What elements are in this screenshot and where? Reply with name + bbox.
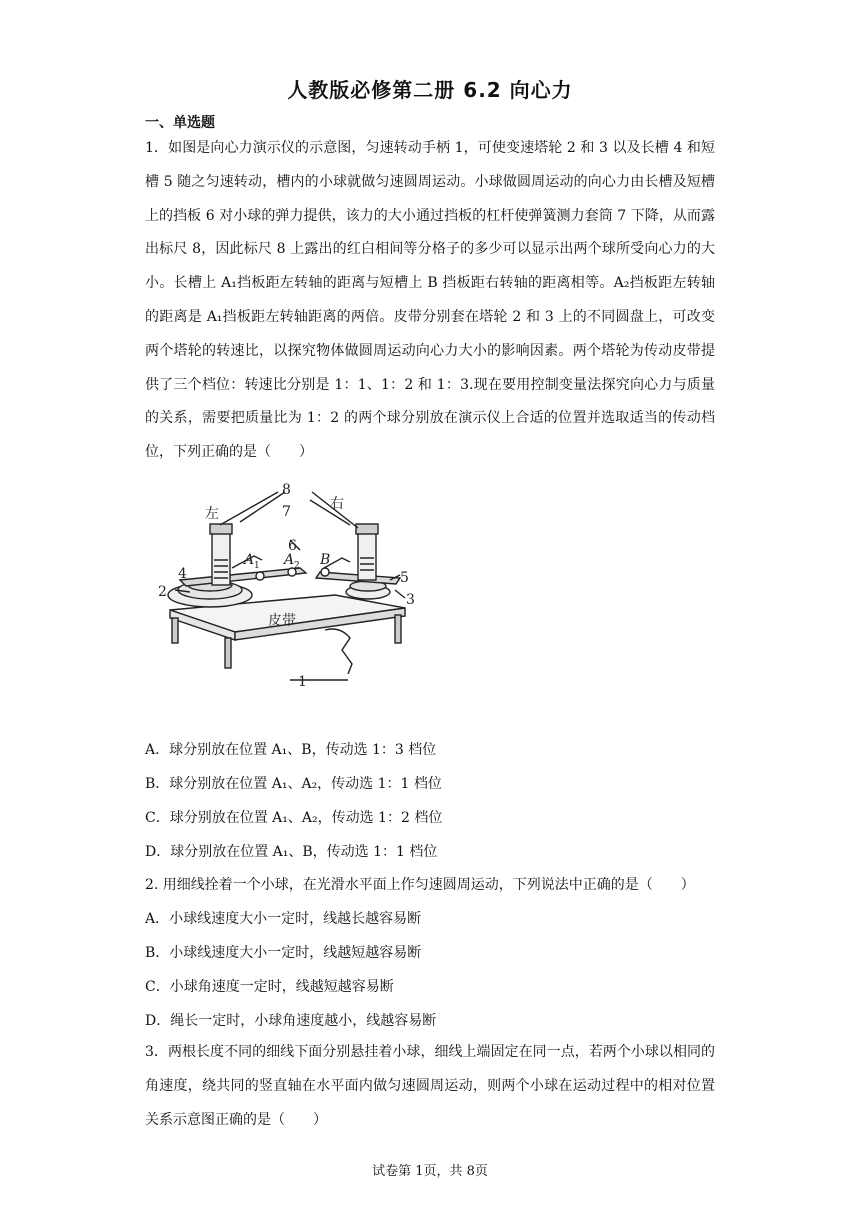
label-3: 3 xyxy=(406,592,415,608)
label-left: 左 xyxy=(205,506,219,522)
label-a2-sub: 2 xyxy=(294,561,300,571)
label-4: 4 xyxy=(178,566,187,582)
label-right: 右 xyxy=(330,496,344,512)
q1-option-b: B．球分别放在位置 A₁、A₂，传动选 1：1 档位 xyxy=(145,776,442,792)
question-1-text: 1．如图是向心力演示仪的示意图，匀速转动手柄 1，可使变速塔轮 2 和 3 以及长槽 4 和短槽 5 随之匀速转动，槽内的小球就做匀速圆周运动。小球做圆周运动的向心力由长槽及短槽上的挡板 6 对小球的弹力提供，该力的大小通过挡板的杠杆使弹簧测力套筒 7 下降，从而露出标尺 8，因此标尺 8 上露出的红白相间等分格子的多少可以显示出两个球所受向心力的大小。长槽上 A₁挡板距左转轴的距离与短槽上 B 挡板距右转轴的距离相等。A₂挡板距左转轴的距离是 A₁挡板距左转轴距离的两倍。皮带分别套在塔轮 2 和 3 上的不同圆盘上，可改变两个塔轮的转速比，以探究物体做圆周运动向心力大小的影响因素。两个塔轮为传动皮带提供了三个档位：转速比分别是 1：1、1：2 和 1：3.现在要用控制变量法探究向心力与质量的关系，需要把质量比为 1：2 的两个球分别放在演示仪上合适的位置并选取适当的传动档位，下列正确的是（ ） xyxy=(145,140,715,461)
document-title: 人教版必修第二册 6.2 向心力 xyxy=(287,78,573,102)
label-a2: A xyxy=(284,552,295,568)
label-b: B xyxy=(320,552,331,568)
q1-option-d: D．球分别放在位置 A₁、B，传动选 1：1 档位 xyxy=(145,844,438,860)
label-8: 8 xyxy=(282,482,291,498)
q2-option-b: B．小球线速度大小一定时，线越短越容易断 xyxy=(145,945,422,961)
label-7: 7 xyxy=(282,504,291,520)
section-heading: 一、单选题 xyxy=(145,115,215,131)
label-2: 2 xyxy=(158,584,167,600)
question-2-text: 2. 用细线拴着一个小球，在光滑水平面上作匀速圆周运动，下列说法中正确的是（ ） xyxy=(145,877,695,893)
q1-option-a: A．球分别放在位置 A₁、B，传动选 1：3 档位 xyxy=(145,742,437,758)
question-3-text: 3．两根长度不同的细线下面分别悬挂着小球，细线上端固定在同一点，若两个小球以相同的角速度，绕共同的竖直轴在水平面内做匀速圆周运动，则两个小球在运动过程中的相对位置关系示意图正确的是（ ） xyxy=(145,1044,715,1128)
label-a1-sub: 1 xyxy=(254,561,260,571)
q2-option-d: D．绳长一定时，小球角速度越小，线越容易断 xyxy=(145,1013,437,1029)
page-footer: 试卷第 1页，共 8页 xyxy=(372,1164,488,1179)
q1-option-c: C．球分别放在位置 A₁、A₂，传动选 1：2 档位 xyxy=(145,810,443,826)
label-6: 6 xyxy=(288,538,297,554)
centripetal-force-apparatus-figure xyxy=(150,480,420,695)
label-1: 1 xyxy=(298,674,307,690)
label-a1: A xyxy=(244,552,255,568)
q2-option-c: C．小球角速度一定时，线越短越容易断 xyxy=(145,979,394,995)
q2-option-a: A．小球线速度大小一定时，线越长越容易断 xyxy=(145,911,422,927)
label-belt: 皮带 xyxy=(268,613,296,629)
label-5: 5 xyxy=(400,570,409,586)
